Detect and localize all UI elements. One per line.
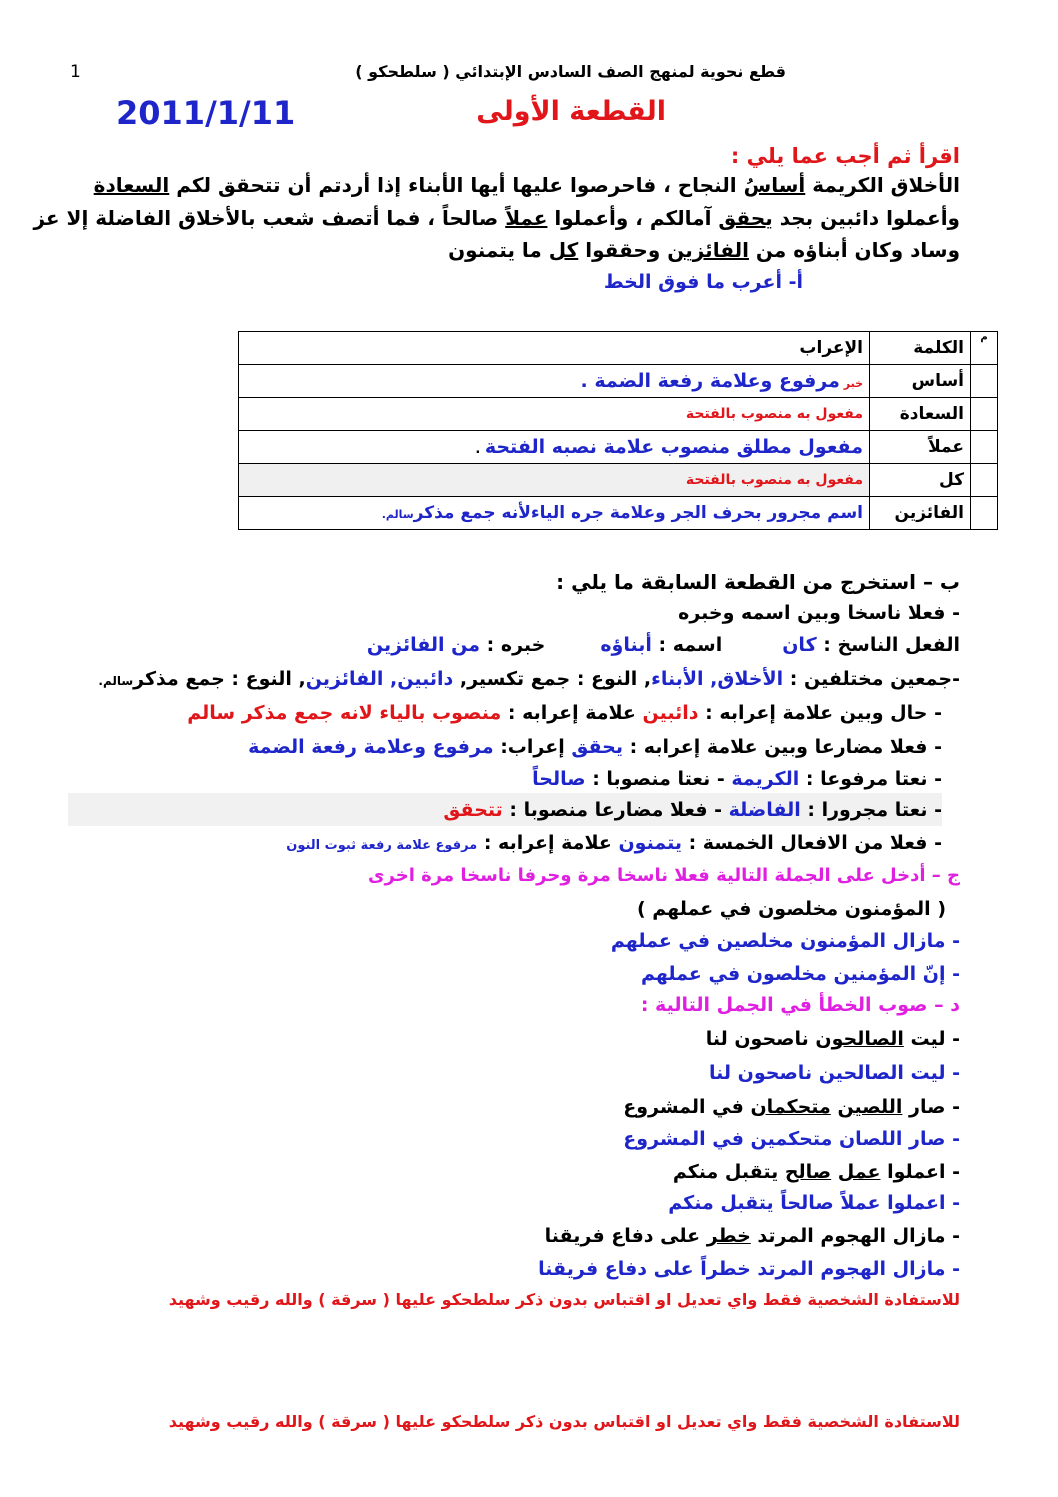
text: الأخلاق الكريمة — [805, 173, 960, 197]
text: , النوع : جمع مذكر — [133, 668, 306, 690]
book-title: قطع نحوية لمنهج الصف السادس الإبتدائي ( سلطحكو ) — [355, 62, 786, 81]
answer: اسم مجرور بحرف الجر وعلامة جره الياءلأنه جمع مذكر — [413, 503, 863, 523]
row-num — [971, 497, 998, 530]
underlined-word: كل — [548, 238, 579, 262]
section-title: القطعة الأولى — [476, 96, 666, 127]
text: ما يتمنون — [448, 238, 549, 262]
label: - فعلا مضارعا وبين علامة إعرابه : — [622, 736, 942, 758]
answer: كان — [782, 634, 817, 656]
underlined-word: متحكمان — [750, 1096, 831, 1118]
instruction: اقرأ ثم أجب عما يلي : — [730, 144, 960, 168]
part-d-fix-2: - صار اللصان متحكمين في المشروع — [623, 1128, 960, 1150]
text: في المشروع — [623, 1096, 751, 1118]
part-b-q7 — [286, 828, 942, 861]
passage-line-1 — [94, 170, 960, 200]
part-d-sentence-2 — [623, 1092, 960, 1122]
part-b-q3 — [187, 698, 942, 728]
answer: مرفوع علامة رفعة ثبوت النون — [286, 838, 478, 853]
row-irab: مفعول به منصوب بالفتحة — [239, 464, 870, 497]
row-irab — [239, 431, 870, 464]
part-b-q2 — [98, 664, 960, 696]
part-b-q6 — [443, 795, 942, 825]
underlined-word: يحقق — [718, 206, 773, 230]
row-num — [971, 398, 998, 431]
row-word: عملاً — [870, 431, 971, 464]
text: يتقبل منكم — [672, 1161, 785, 1183]
part-d-sentence-4 — [545, 1221, 960, 1251]
label: - فعلا مضارعا منصوبا : — [502, 799, 729, 821]
part-c-answer-1: - مازال المؤمنون مخلصين في عملهم — [610, 930, 960, 952]
answer: مرفوع وعلامة رفعة الضمة . — [580, 370, 840, 392]
answer: دائبين — [642, 702, 699, 724]
label: خبره : — [480, 634, 546, 656]
row-irab — [239, 497, 870, 530]
answer: الفاضلة — [728, 799, 801, 821]
label: - نعتا مرفوعا : — [799, 768, 942, 790]
underlined-word: صالح — [784, 1161, 832, 1183]
row-word: الفائزين — [870, 497, 971, 530]
underlined-word: خطر — [706, 1225, 751, 1247]
answer: الكريمة — [731, 768, 800, 790]
label: -جمعين مختلفين : — [783, 668, 960, 690]
text: النجاح ، فاحرصوا عليها أيها الأبناء إذا أردتم أن تتحقق لكم — [169, 173, 744, 197]
part-b-a1 — [367, 630, 960, 660]
text: , النوع : جمع تكسير, — [453, 668, 652, 690]
table-row — [239, 497, 998, 530]
text: وساد وكان أبناؤه من — [748, 238, 960, 262]
table-row — [239, 464, 998, 497]
text: ناصحون لنا — [705, 1028, 816, 1050]
copyright-notice-1: للاستفادة الشخصية فقط واي تعديل او اقتباس بدون ذكر سلطحكو عليها ( سرقة ) والله رقيب وشهيد — [168, 1290, 960, 1309]
answer: من الفائزين — [366, 634, 481, 656]
underlined-word: عمل — [837, 1161, 881, 1183]
answer: مرفوع وعلامة رفعة الضمة — [248, 736, 494, 758]
row-word: أساس — [870, 365, 971, 398]
date: 2011/1/11 — [116, 94, 296, 132]
label: علامة إعرابه : — [501, 702, 643, 724]
part-b-title: ب – استخرج من القطعة السابقة ما يلي : — [556, 570, 960, 594]
row-num — [971, 464, 998, 497]
underlined-word: الصالحون — [815, 1028, 904, 1050]
label: - نعتا منصوبا : — [585, 768, 732, 790]
part-b-q4 — [248, 732, 942, 762]
text: وأعملوا دائبين بجد — [772, 206, 960, 230]
part-d-fix-3: - اعملوا عملاً صالحاً يتقبل منكم — [668, 1192, 960, 1214]
answer: منصوب بالياء لانه جمع مذكر سالم — [187, 702, 502, 724]
row-num — [971, 365, 998, 398]
tail: . — [475, 442, 485, 457]
table-header — [239, 332, 998, 365]
table-row — [239, 365, 998, 398]
text: صالحاً ، فما أتصف شعب بالأخلاق الفاضلة إلا عز — [33, 206, 506, 230]
answer: دائبين, الفائزين — [305, 668, 454, 690]
label: علامة إعرابه : — [477, 832, 619, 854]
label: - حال وبين علامة إعرابه : — [698, 702, 942, 724]
row-num — [971, 431, 998, 464]
label: - نعتا مجرورا : — [800, 799, 942, 821]
text: - مازال الهجوم المرتد — [750, 1225, 960, 1247]
underlined-word: اللصين — [837, 1096, 903, 1118]
row-word: السعادة — [870, 398, 971, 431]
underlined-word: السعادة — [93, 173, 170, 197]
label: اسمه : — [651, 634, 723, 656]
underlined-word: الفائزين — [667, 238, 749, 262]
table-row — [239, 398, 998, 431]
label: - فعلا من الافعال الخمسة : — [681, 832, 942, 854]
answer: صالحاً — [532, 768, 586, 790]
part-c-sentence: ( المؤمنون مخلصون في عملهم ) — [636, 898, 946, 920]
text: على دفاع فريقنا — [544, 1225, 707, 1247]
answer: مفعول مطلق منصوب علامة نصبه الفتحة — [484, 436, 863, 458]
part-d-fix-1: - ليت الصالحين ناصحون لنا — [708, 1062, 960, 1084]
header-irab: الإعراب — [239, 332, 870, 365]
table-row — [239, 431, 998, 464]
underlined-word: أساسُ — [743, 173, 806, 197]
part-d-fix-4: - مازال الهجوم المرتد خطراً على دفاع فريقنا — [538, 1258, 960, 1280]
small-tail: سالم. — [381, 508, 414, 521]
text: - ليت — [903, 1028, 960, 1050]
irab-table — [238, 331, 998, 530]
part-c-title: ج – أدخل على الجملة التالية فعلا ناسخا مرة وحرفا ناسخا مرة اخرى — [368, 865, 960, 886]
copyright-notice-2: للاستفادة الشخصية فقط واي تعديل او اقتباس بدون ذكر سلطحكو عليها ( سرقة ) والله رقيب وشهيد — [168, 1412, 960, 1431]
row-irab — [239, 365, 870, 398]
answer: تتحقق — [443, 799, 503, 821]
row-irab: مفعول به منصوب بالفتحة — [239, 398, 870, 431]
passage-line-2 — [33, 203, 960, 233]
text — [831, 1161, 838, 1183]
underlined-word: عملاً — [505, 206, 548, 230]
answer: يتمنون — [618, 832, 682, 854]
part-d-title: د – صوب الخطأ في الجمل التالية : — [640, 994, 960, 1016]
small-text: خبر — [839, 377, 863, 390]
text: - اعملوا — [880, 1161, 960, 1183]
row-word: كل — [870, 464, 971, 497]
text: وحققوا — [578, 238, 668, 262]
page-number: 1 — [70, 62, 81, 82]
part-a-label: أ- أعرب ما فوق الخط — [603, 271, 803, 293]
header-num: م — [971, 332, 998, 365]
part-b-q1: - فعلا ناسخا وبين اسمه وخبره — [678, 602, 960, 624]
passage-line-3 — [448, 235, 960, 265]
part-b-q5 — [532, 764, 942, 794]
part-d-sentence-3 — [673, 1157, 960, 1187]
label: الفعل الناسخ : — [816, 634, 960, 656]
small-text: سالم. — [98, 674, 134, 688]
text: - صار — [902, 1096, 960, 1118]
header-word: الكلمة — [870, 332, 971, 365]
answer: أبناؤه — [600, 634, 652, 656]
text: آمالكم ، وأعملوا — [547, 206, 719, 230]
part-c-answer-2: - إنّ المؤمنين مخلصون في عملهم — [640, 963, 960, 985]
answer: الأخلاق, الأبناء — [651, 668, 784, 690]
part-d-sentence-1 — [706, 1024, 960, 1054]
answer: يحقق — [571, 736, 623, 758]
label: إعراب: — [493, 736, 572, 758]
